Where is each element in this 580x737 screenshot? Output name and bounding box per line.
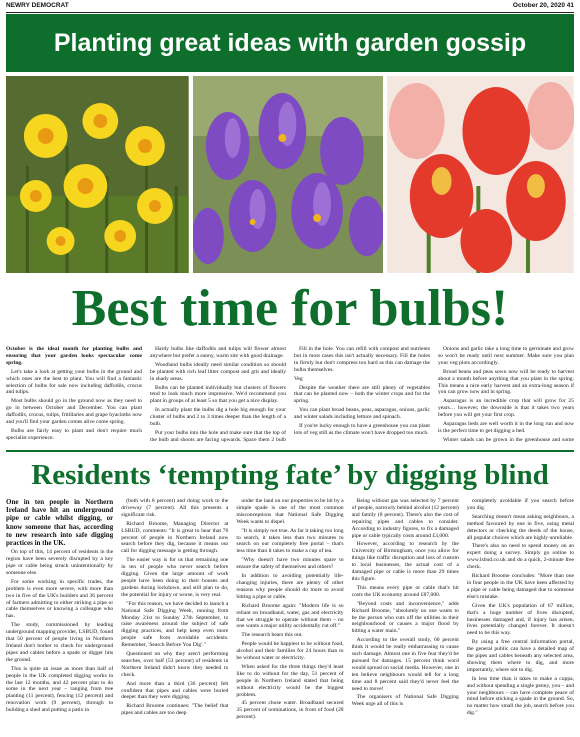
article-paragraph: Richard Broome, Managing Director at LSBUD, comments: "It is great to hear that 70 percent of people in Northern Ireland now search before they dig, because it means our call for digging message is getting through. [121,520,229,555]
article-paragraph: Given the UK's population of 67 million, that's a huge number of lives disrupted, businesses damaged and, if injury has arisen, lives potentially changed forever. It doesn't need to be this way. [466,602,575,637]
article-paragraph: "Why doesn't have two minutes spare to ensure the safety of themselves and others? [236,557,344,571]
article-paragraph: Put your bulbs into the hole and make sure that the top of the bulb and shoots are facing upwards. Space them 2 bulb [150,429,286,443]
article-paragraph: "It is simply not true. As far it taking too long to search, it takes less than two minutes to search on our completely free portal – that's less time than it takes to make a cup of tea. [236,527,344,555]
article-paragraph: Asparagus beds are well worth it in the long run and now is the perfect time to get digging a bed. [438,421,574,434]
article-paragraph: You can plant broad beans, peas, asparagus, onions, garlic and winter salads including lettuce and spinach. [294,407,430,421]
story1-column [438,346,574,444]
article-paragraph: Onions and garlic take a long time to germinate and grow so won't be ready until next summer. Make sure you plan your veg plots accordingly. [438,346,574,366]
story2-body [6,498,574,734]
article-paragraph: If you're lucky enough to have a greenhouse you can plant lots of veg still as the climate won't have dropped too much. [294,423,430,436]
section-banner: Planting great ideas with garden gossip [6,14,574,72]
photo-strip [6,76,574,273]
article-paragraph: Bulbs are fairly easy to plant and don't require much specialist experience. [6,427,142,441]
daffodils-image [6,76,189,273]
story2-column [121,498,228,734]
story2-column [236,498,343,734]
article-paragraph: In less time than it takes to make a cuppa, and without spending a single penny, you – and your neighbours – can have complete peace of mind before sticking a spade in the ground. So, no matter how small the job, search before you dig." [466,675,575,717]
story2-headline: Residents ‘tempting fate’ by digging blind [31,459,549,491]
story1-body [6,346,574,444]
daffodils-photo [6,76,189,273]
article-paragraph: under the land on our properties to be hit by a simple spade is one of the most common misconceptions that National Safe Digging Week wants to dispel. [236,498,344,525]
article-paragraph: Searching doesn't mean asking neighbours, a method favoured by one in five, using metal detectors or checking the deeds of the house, all popular choices which are highly unreliable. [466,513,575,541]
article-paragraph: "Beyond costs and inconvenience," adds Richard Broome, "absolutely no one wants to be the person who cuts off the utilities in their neighbourhood or causes a major flood by hitting a water main." [351,600,459,635]
article-paragraph: 45 percent chose water. Broadband secured 35 percent of nominations, in front of food (28 percent). [236,700,344,721]
article-paragraph: Bulbs can be planted individually but clusters of flowers tend to look much more impressive. We'd recommend you plant in groups of at least 5 so that you get a nice display. [150,384,286,405]
crocus-photo [193,76,384,273]
article-paragraph: By using a free central information portal, the general public can have a detailed map of the pipes and cables beneath any selected area, showing them where to dig, and more importantly, where not to dig. [466,639,575,673]
article-paragraph: Being without gas was selected by 7 percent of people, narrowly behind alcohol (12 percent) and family (8 percent). There's also the cost of repairing pipes and cables to consider. According to industry figures, to fix a damaged pipe or cable typically costs around £3,000. [351,498,459,539]
article-paragraph: Most bulbs should go in the ground now as they need to go in between October and December. You can plant daffodils, crocus, tulips, fritillaries and grape hyacinths now and you'll find your garden comes alive come spring. [6,398,142,426]
story2-column [352,498,459,734]
article-paragraph: This means every pipe or cable that's hit costs the UK economy around £87,000. [351,584,459,598]
article-paragraph: The study, commissioned by leading underground mapping provider, LSBUD, found that 50 percent of people living in Northern Ireland don't bother to check for underground pipes and cables before a spade or digger hits the ground. [6,622,114,663]
article-paragraph: Fill in the hole. You can refill with compost and nutrients but in most cases this isn't actually necessary. Fill the holes in firmly but don't compress too hard as this can damage the bulbs themselves. [294,346,430,373]
tulips-photo [387,76,574,273]
article-paragraph: This is quite an issue as more than half of people in the UK completed digging works in the last 12 months, and 42 percent plan to do some in the next year – ranging from tree planting (11 percent), fencing (12 percent) and renovation work (9 percent), through to building a shed and putting a patio in [6,665,114,714]
article-paragraph: However, according to research by the University of Birmingham, once you allow for things like traffic disruption and loss of custom to local businesses, the actual cost of a damaged pipe or cable is more than 29 times this figure. [351,541,459,582]
article-paragraph: Winter salads can be grown in the greenhouse and some [443,436,574,443]
publication-name: NEWRY DEMOCRAT [6,2,69,9]
article-paragraph: "For this reason, we have decided to launch a National Safe Digging Week, running from Monday 21st to Sunday 27th September, to raise awareness around the subject of safe digging practices, and help keep even more people safe from avoidable accidents. Remember, 'Search Before You Dig'." [121,600,229,649]
story2-column [6,498,113,734]
article-paragraph: Asparagus is an incredible crop that will grow for 25 years… however, the downside is that it takes two years before you will get your first crop. [438,398,574,419]
article-paragraph: When asked for the three things they'd least like to do without for the day, 51 percent of people in Northern Ireland stated that being without electricity would be the biggest problem. [236,663,344,698]
article-paragraph: In addition to avoiding potentially life-changing injuries, there are plenty of other reasons why people should do more to avoid hitting a pipe or cable. [236,573,344,600]
article-paragraph: On top of this, 14 percent of residents in the region have been severely disrupted by a key pipe or cable being struck unintentionally by someone else. [6,549,114,576]
tulips-image [387,76,574,273]
article-paragraph: According to the overall study, 60 percent think it would be really embarrassing to cause such damage. Almost one in five fear they'd be pursued for damages. 15 percent think word would spread on social media. However, one in ten believe neighbours would tell for a long time and 8 percent said they'd never feel the need to move! [351,637,459,692]
article-paragraph: And more than a third (36 percent) felt confident that pipes and cables were buried deeper than they were digging. [121,680,229,701]
story1-column [150,346,286,444]
article-subhead: Veg [294,375,303,382]
story2-column [467,498,574,734]
article-lead: October is the ideal month for planting bulbs and ensuring that your garden looks spectacular come spring. [6,346,142,366]
article-paragraph: Broad beans and peas sown now will be ready to harvest about a month before anything that you plant in the spring. This means a nice early harvest and an extra-long season if you can grow now and in spring. [438,368,574,396]
story1-headline: Best time for bulbs! [71,280,509,337]
article-paragraph: (both with 8 percent) and doing work to the driveway (7 percent). All this presents a significant risk. [121,498,229,518]
article-paragraph: Richard Broome continues: "The belief that pipes and cables are too deep [121,703,229,717]
article-paragraph: The easier way is for us that remaining one in ten of people who never search before digging. Given the large amount of work people have been doing to their houses and gardens during lockdown, and still plan to do, the potential for injury or worse, is very real. [121,557,229,598]
article-paragraph: Despite the weather there are still plenty of vegetables that can be planted now – both the winter crops and for the spring. [294,384,430,405]
article-paragraph: Questioned on why they aren't performing searches, over half (53 percent) of residents in Northern Ireland didn't know they needed to check. [121,651,229,678]
article-paragraph: completely avoidable if you search before you dig. [466,498,575,511]
crocus-image [193,76,384,273]
article-paragraph: For some working in specific trades, the problem is even more severe, with more than two in five of the UK's builders and 36 percent of farmers admitting to either striking a pipe or cable themselves or knowing a colleague who has. [6,578,114,620]
article-paragraph: Woodland bulbs ideally need similar condition so should be planted with rich leaf litter compost and grit and ideally in shady areas. [150,361,286,382]
article-paragraph: The research bears this out. [241,632,303,639]
article-lead: One in ten people in Northern Ireland have hit an underground pipe or cable whilst digging, or know someone that has, according to new research into safe digging practices in the UK. [6,498,114,548]
article-paragraph: People would be happiest to be without food, alcohol and their families for 24 hours than to be without water or electricity. [236,641,344,662]
page-header-strip [6,2,574,13]
article-paragraph: Hardy bulbs like daffodils and tulips will flower almost anywhere but prefer a sunny, warm site with good drainage. [150,346,286,359]
article-paragraph: In actually plant the bulbs dig a hole big enough for your cluster of bulbs and 2 to 3 times deeper than the length of a bulb. [150,407,286,428]
section-divider [6,450,574,452]
story1-column [294,346,430,444]
story1-column [6,346,142,444]
article-paragraph: The organisers of National Safe Digging Week urge all of this is [351,694,459,708]
article-paragraph: Richard Broome concludes: "More than one in four people in the UK have been affected by a pipe or cable being damaged due to someone else's mistake. [466,573,575,600]
issue-date: October 20, 2020 41 [512,2,574,9]
article-paragraph: There's also no need to spend money on an expert doing a survey. Simply go online to www.lsbud.co.uk and do a quick, 2-minute free check. [466,543,575,571]
article-paragraph: Richard Broome again: "Modern life is so reliant on broadband, water, gas and electricity that we struggle to operate without them – no one wants a major utility accidentally cut off." [236,602,344,630]
article-paragraph: Let's take a look at getting your bulbs in the ground and which ones are the best to plant. You will find a fantastic selection of bulbs for sale now including daffodils, crocus and tulips. [6,368,142,396]
